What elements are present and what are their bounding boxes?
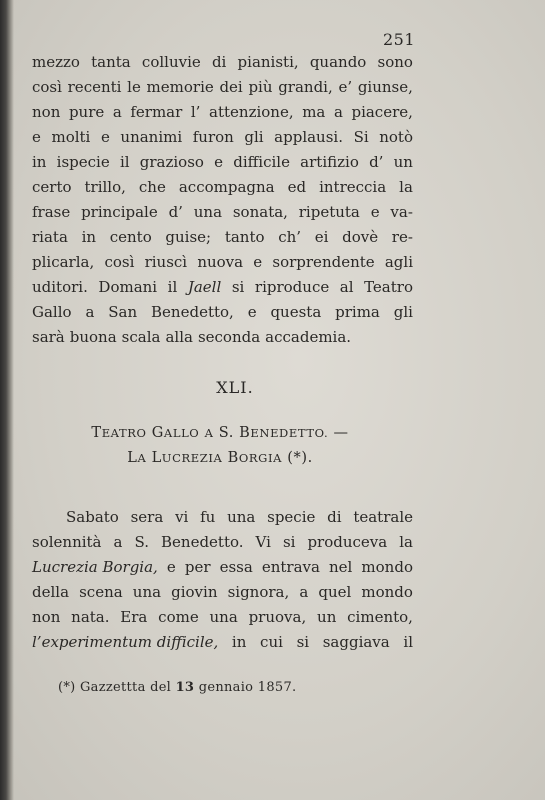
text-line xyxy=(32,100,413,125)
word: specie xyxy=(267,508,316,526)
word: grazioso xyxy=(139,153,204,171)
word: uditori. xyxy=(32,278,88,296)
word: plicarla, xyxy=(32,253,95,271)
word: il xyxy=(403,633,413,651)
word: furon xyxy=(192,128,234,146)
word: frase xyxy=(32,203,71,221)
text-line xyxy=(32,250,413,275)
footnote xyxy=(58,680,296,695)
word: Si xyxy=(353,128,369,146)
word: fermar xyxy=(130,103,183,121)
word: saggiava xyxy=(322,633,390,651)
word: e xyxy=(253,253,263,271)
word: seconda xyxy=(197,328,261,346)
text-line xyxy=(32,325,413,350)
word: Teatro xyxy=(364,278,413,296)
word: notò xyxy=(379,128,413,146)
word: essa xyxy=(219,558,253,576)
word: quando xyxy=(309,53,367,71)
text-line xyxy=(32,50,413,75)
word: alla xyxy=(165,328,193,346)
heading-word: TEATRO xyxy=(91,425,147,441)
word: e’ xyxy=(338,78,353,96)
word: ma xyxy=(302,103,326,121)
word: sono xyxy=(377,53,413,71)
word: d’ xyxy=(369,153,384,171)
heading-word: LA xyxy=(127,450,147,466)
word: cento xyxy=(109,228,152,246)
word: cimento, xyxy=(347,608,413,626)
text-line xyxy=(32,630,413,655)
word: riata xyxy=(32,228,68,246)
word: ispecie xyxy=(56,153,110,171)
word: una xyxy=(193,203,223,221)
word: una xyxy=(227,508,256,526)
word: in xyxy=(231,633,247,651)
word: S. xyxy=(134,533,149,551)
text-line xyxy=(32,175,413,200)
book-binding-shadow xyxy=(0,0,14,800)
word: una xyxy=(209,608,238,626)
word: per xyxy=(184,558,211,576)
word: che xyxy=(138,178,166,196)
word: della xyxy=(32,583,70,601)
word: prima xyxy=(335,303,380,321)
word: così xyxy=(104,253,135,271)
word: e xyxy=(166,558,176,576)
word: e xyxy=(100,128,110,146)
text-line xyxy=(32,75,413,100)
text-line xyxy=(32,150,413,175)
word: giunse, xyxy=(357,78,413,96)
word: a xyxy=(85,303,95,321)
word: intreccia xyxy=(319,178,387,196)
word: produceva xyxy=(307,533,388,551)
word: a xyxy=(299,583,309,601)
word: molti xyxy=(51,128,91,146)
text-line xyxy=(32,300,413,325)
word: dovè xyxy=(342,228,379,246)
word: in xyxy=(81,228,97,246)
word: la xyxy=(399,533,413,551)
word: così xyxy=(32,78,62,96)
word: pure xyxy=(68,103,105,121)
word: riuscì xyxy=(144,253,188,271)
footnote-reference: (*). xyxy=(287,450,313,466)
word: signora, xyxy=(227,583,290,601)
text-line xyxy=(32,505,413,530)
footnote-day: 13 xyxy=(175,680,195,695)
word: accademia. xyxy=(265,328,352,346)
word: a xyxy=(112,103,122,121)
word: e xyxy=(247,303,257,321)
word: e xyxy=(214,153,224,171)
word: e xyxy=(32,128,41,146)
word: mezzo xyxy=(32,53,80,71)
text-line xyxy=(32,225,413,250)
word: si xyxy=(231,278,245,296)
word: un xyxy=(317,608,337,626)
section-heading-line-2 xyxy=(0,450,440,466)
footnote-marker: (*) xyxy=(58,680,76,695)
word: sarà xyxy=(32,328,65,346)
word: questa xyxy=(270,303,322,321)
heading-dash: — xyxy=(333,425,349,441)
word: ed xyxy=(287,178,307,196)
word: nel xyxy=(329,558,353,576)
word: accompagna xyxy=(178,178,275,196)
word: difficile xyxy=(233,153,290,171)
word: pianisti, xyxy=(237,53,299,71)
word: in xyxy=(32,153,47,171)
word: si xyxy=(296,633,310,651)
word: trillo, xyxy=(84,178,126,196)
word: guise; xyxy=(165,228,212,246)
word: gli xyxy=(393,303,413,321)
word: principale xyxy=(81,203,158,221)
heading-word: S. xyxy=(218,425,234,441)
paragraph-1 xyxy=(32,50,413,350)
word: mondo xyxy=(361,583,413,601)
word: entrava xyxy=(261,558,320,576)
word: ch’ xyxy=(278,228,302,246)
heading-word: GALLO xyxy=(151,425,200,441)
word: la xyxy=(399,178,413,196)
word: un xyxy=(393,153,413,171)
word: quel xyxy=(318,583,352,601)
word: ripetuta xyxy=(298,203,360,221)
text-line xyxy=(32,125,413,150)
word: Benedetto. xyxy=(161,533,244,551)
word: e xyxy=(370,203,380,221)
word: memorie xyxy=(146,78,214,96)
word: vi xyxy=(175,508,189,526)
word: non xyxy=(32,103,61,121)
word: certo xyxy=(32,178,72,196)
word: sorprendente xyxy=(272,253,375,271)
word: l’ xyxy=(190,103,201,121)
chapter-number: XLI. xyxy=(216,378,254,397)
word: di xyxy=(327,508,342,526)
word: le xyxy=(127,78,141,96)
word: colluvie xyxy=(141,53,201,71)
word: dei xyxy=(219,78,243,96)
word: il xyxy=(167,278,178,296)
word: applausi. xyxy=(274,128,343,146)
word: tanto xyxy=(224,228,265,246)
word: gli xyxy=(244,128,264,146)
word: Jaell xyxy=(187,278,222,296)
word: una xyxy=(132,583,162,601)
word: a xyxy=(333,103,343,121)
heading-word: BENEDETTO. xyxy=(239,425,329,441)
word: Lucrezia Borgia, xyxy=(32,558,158,576)
word: Benedetto, xyxy=(151,303,234,321)
word: tanta xyxy=(91,53,131,71)
word: recenti xyxy=(67,78,122,96)
word: di xyxy=(211,53,227,71)
text-line xyxy=(32,275,413,300)
word: si xyxy=(282,533,296,551)
word: giovin xyxy=(171,583,218,601)
word: artifizio xyxy=(300,153,359,171)
word: l’experimentum difficile, xyxy=(32,633,219,651)
word: attenzione, xyxy=(209,103,294,121)
word: ei xyxy=(314,228,329,246)
word: più xyxy=(248,78,273,96)
word: il xyxy=(119,153,130,171)
heading-word: BORGIA xyxy=(227,450,282,466)
text-line xyxy=(32,530,413,555)
word: grandi, xyxy=(278,78,333,96)
text-line xyxy=(32,555,413,580)
word: a xyxy=(113,533,123,551)
word: va- xyxy=(390,203,413,221)
footnote-month-year: gennaio 1857. xyxy=(198,680,297,695)
word: pruova, xyxy=(248,608,307,626)
word: San xyxy=(108,303,138,321)
word: scena xyxy=(79,583,123,601)
heading-word: LUCREZIA xyxy=(151,450,223,466)
word: Vi xyxy=(255,533,271,551)
word: riproduce xyxy=(254,278,330,296)
text-line xyxy=(32,200,413,225)
text-line xyxy=(32,580,413,605)
page-number: 251 xyxy=(382,30,415,49)
word: d’ xyxy=(168,203,183,221)
section-heading-line-1 xyxy=(0,425,440,441)
footnote-text: Gazzettta del xyxy=(79,680,172,695)
word: fu xyxy=(200,508,216,526)
word: nuova xyxy=(197,253,244,271)
word: unanimi xyxy=(120,128,183,146)
text-line xyxy=(32,605,413,630)
word: nata. xyxy=(71,608,110,626)
word: sonata, xyxy=(232,203,288,221)
word: re- xyxy=(391,228,413,246)
word: cui xyxy=(260,633,283,651)
word: sera xyxy=(130,508,164,526)
word: non xyxy=(32,608,61,626)
word: buona xyxy=(69,328,117,346)
word: Gallo xyxy=(32,303,72,321)
word: teatrale xyxy=(353,508,413,526)
word: Domani xyxy=(98,278,158,296)
word: agli xyxy=(384,253,413,271)
word: solennità xyxy=(32,533,102,551)
word: come xyxy=(158,608,199,626)
heading-word: A xyxy=(204,426,214,440)
word: al xyxy=(339,278,354,296)
word: scala xyxy=(121,328,161,346)
word: piacere, xyxy=(351,103,413,121)
word: mondo xyxy=(361,558,413,576)
paragraph-2 xyxy=(32,505,413,655)
word: Era xyxy=(120,608,148,626)
word: Sabato xyxy=(66,508,119,526)
